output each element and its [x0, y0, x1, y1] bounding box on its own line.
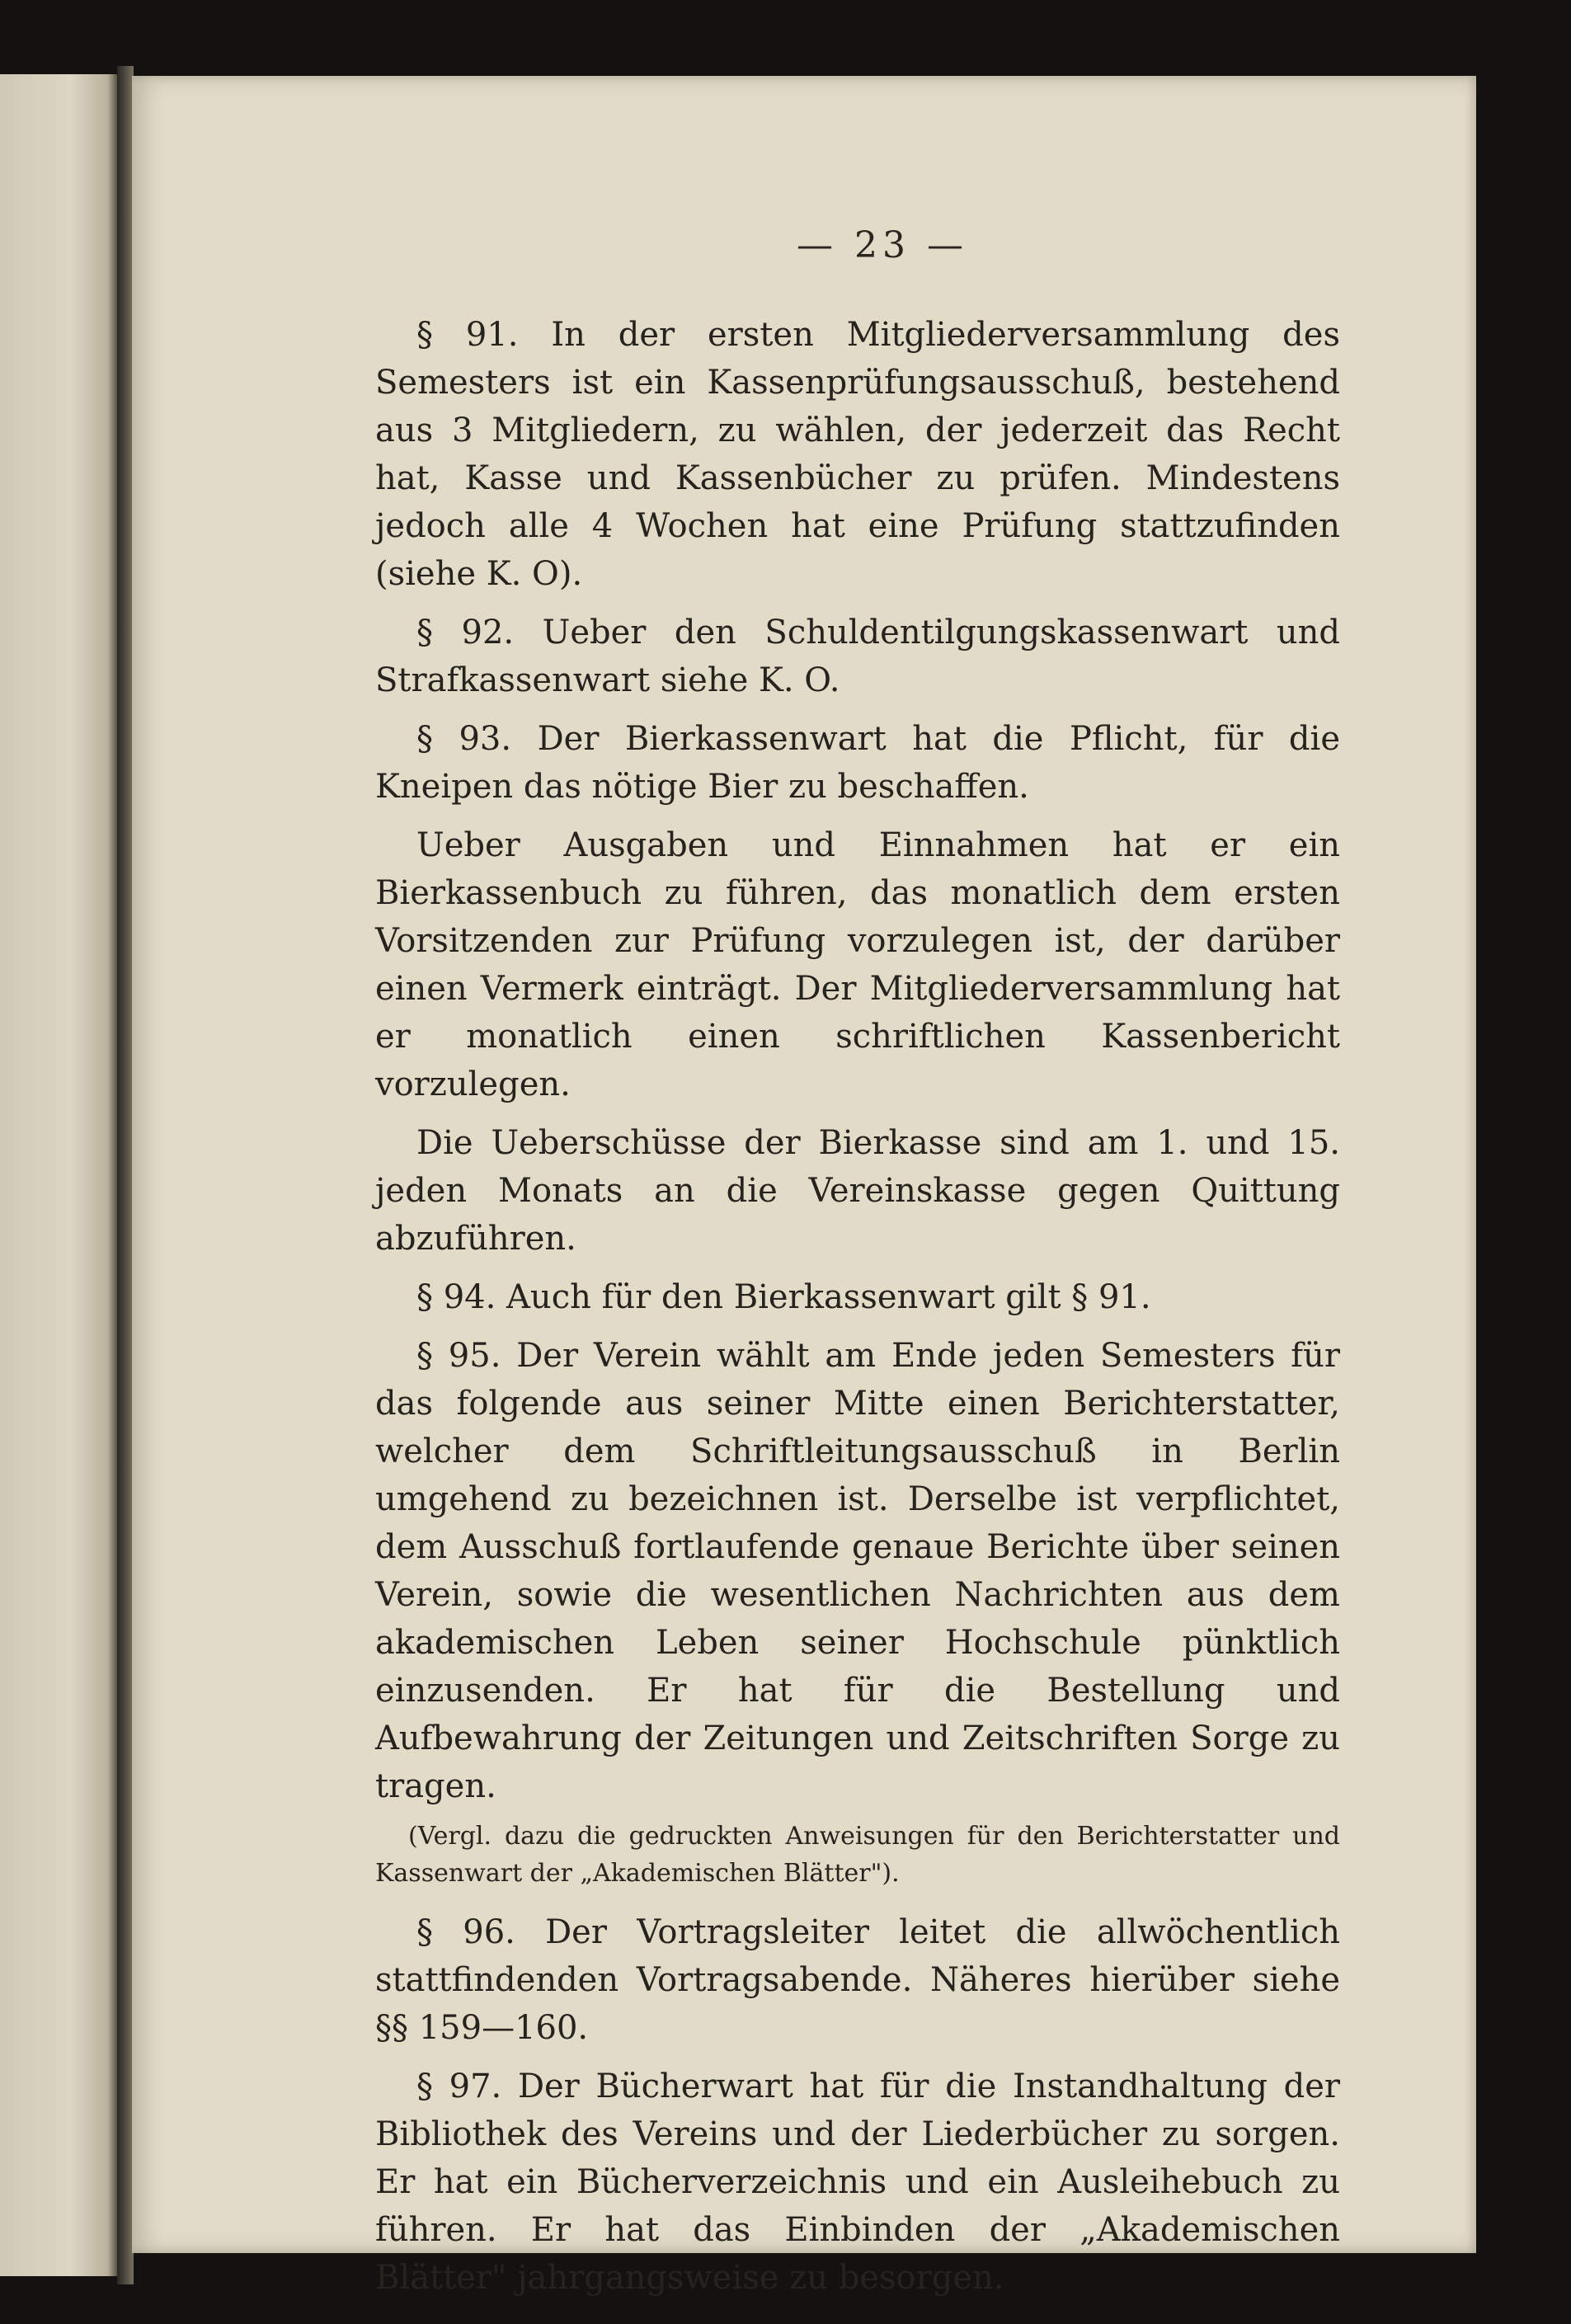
paragraph-92: § 92. Ueber den Schuldentilgungskassenwart und Strafkassenwart siehe K. O.: [375, 614, 1340, 699]
paragraph-93-ueberschuesse: Die Ueberschüsse der Bierkasse sind am 1. und 15. jeden Monats an die Vereinskasse gegen Quittung abzuführen.: [375, 1124, 1340, 1258]
paragraph-95: § 95. Der Verein wählt am Ende jeden Semesters für das folgende aus seiner Mitte einen Berichterstatter, welcher dem Schriftleitungsausschuß in Berlin umgehend zu bezeichnen ist. Derselbe ist verpflichtet, dem Ausschuß fortlaufende genaue Berichte über seinen Verein, sowie die wesentlichen Nachrichten aus dem akademischen Leben seiner Hochschule pünktlich einzusenden. Er hat für die Bestellung und Aufbewahrung der Zeitungen und Zeitschriften Sorge zu tragen.: [375, 1337, 1340, 1805]
paragraph-94: § 94. Auch für den Bierkassenwart gilt § 91.: [416, 1278, 1151, 1316]
page-number: — 23 —: [797, 224, 968, 266]
paragraph-93-ausgaben: Ueber Ausgaben und Einnahmen hat er ein Bierkassenbuch zu führen, das monatlich dem ersten Vorsitzenden zur Prüfung vorzulegen ist, der darüber einen Vermerk einträgt. Der Mitgliederversammlung hat er monatlich einen schriftlichen Kassenbericht vorzulegen.: [375, 826, 1340, 1103]
paragraph-93: § 93. Der Bierkassenwart hat die Pflicht, für die Kneipen das nötige Bier zu beschaffen.: [375, 720, 1340, 806]
page-text: [375, 311, 1340, 2312]
paragraph-95-note: (Vergl. dazu die gedruckten Anweisungen für den Berichterstatter und Kassenwart der „Akademischen Blätter").: [375, 1822, 1340, 1888]
book-gutter: [117, 66, 134, 2284]
left-facing-page: [0, 74, 117, 2276]
book-page: [132, 76, 1476, 2297]
paragraph-91: § 91. In der ersten Mitgliederversammlung des Semesters ist ein Kassenprüfungsausschuß, bestehend aus 3 Mitgliedern, zu wählen, der jederzeit das Recht hat, Kasse und Kassenbücher zu prüfen. Mindestens jedoch alle 4 Wochen hat eine Prüfung stattzufinden (siehe K. O).: [375, 316, 1340, 593]
paragraph-96: § 96. Der Vortragsleiter leitet die allwöchentlich stattfindenden Vortragsabende. Näheres hierüber siehe §§ 159—160.: [375, 1913, 1340, 2047]
paragraph-97: § 97. Der Bücherwart hat für die Instandhaltung der Bibliothek des Vereins und der Liederbücher zu sorgen. Er hat ein Bücherverzeichnis und ein Ausleihebuch zu führen. Er hat das Einbinden der „Akademischen Blätter" jahrgangsweise zu besorgen.: [375, 2068, 1340, 2297]
